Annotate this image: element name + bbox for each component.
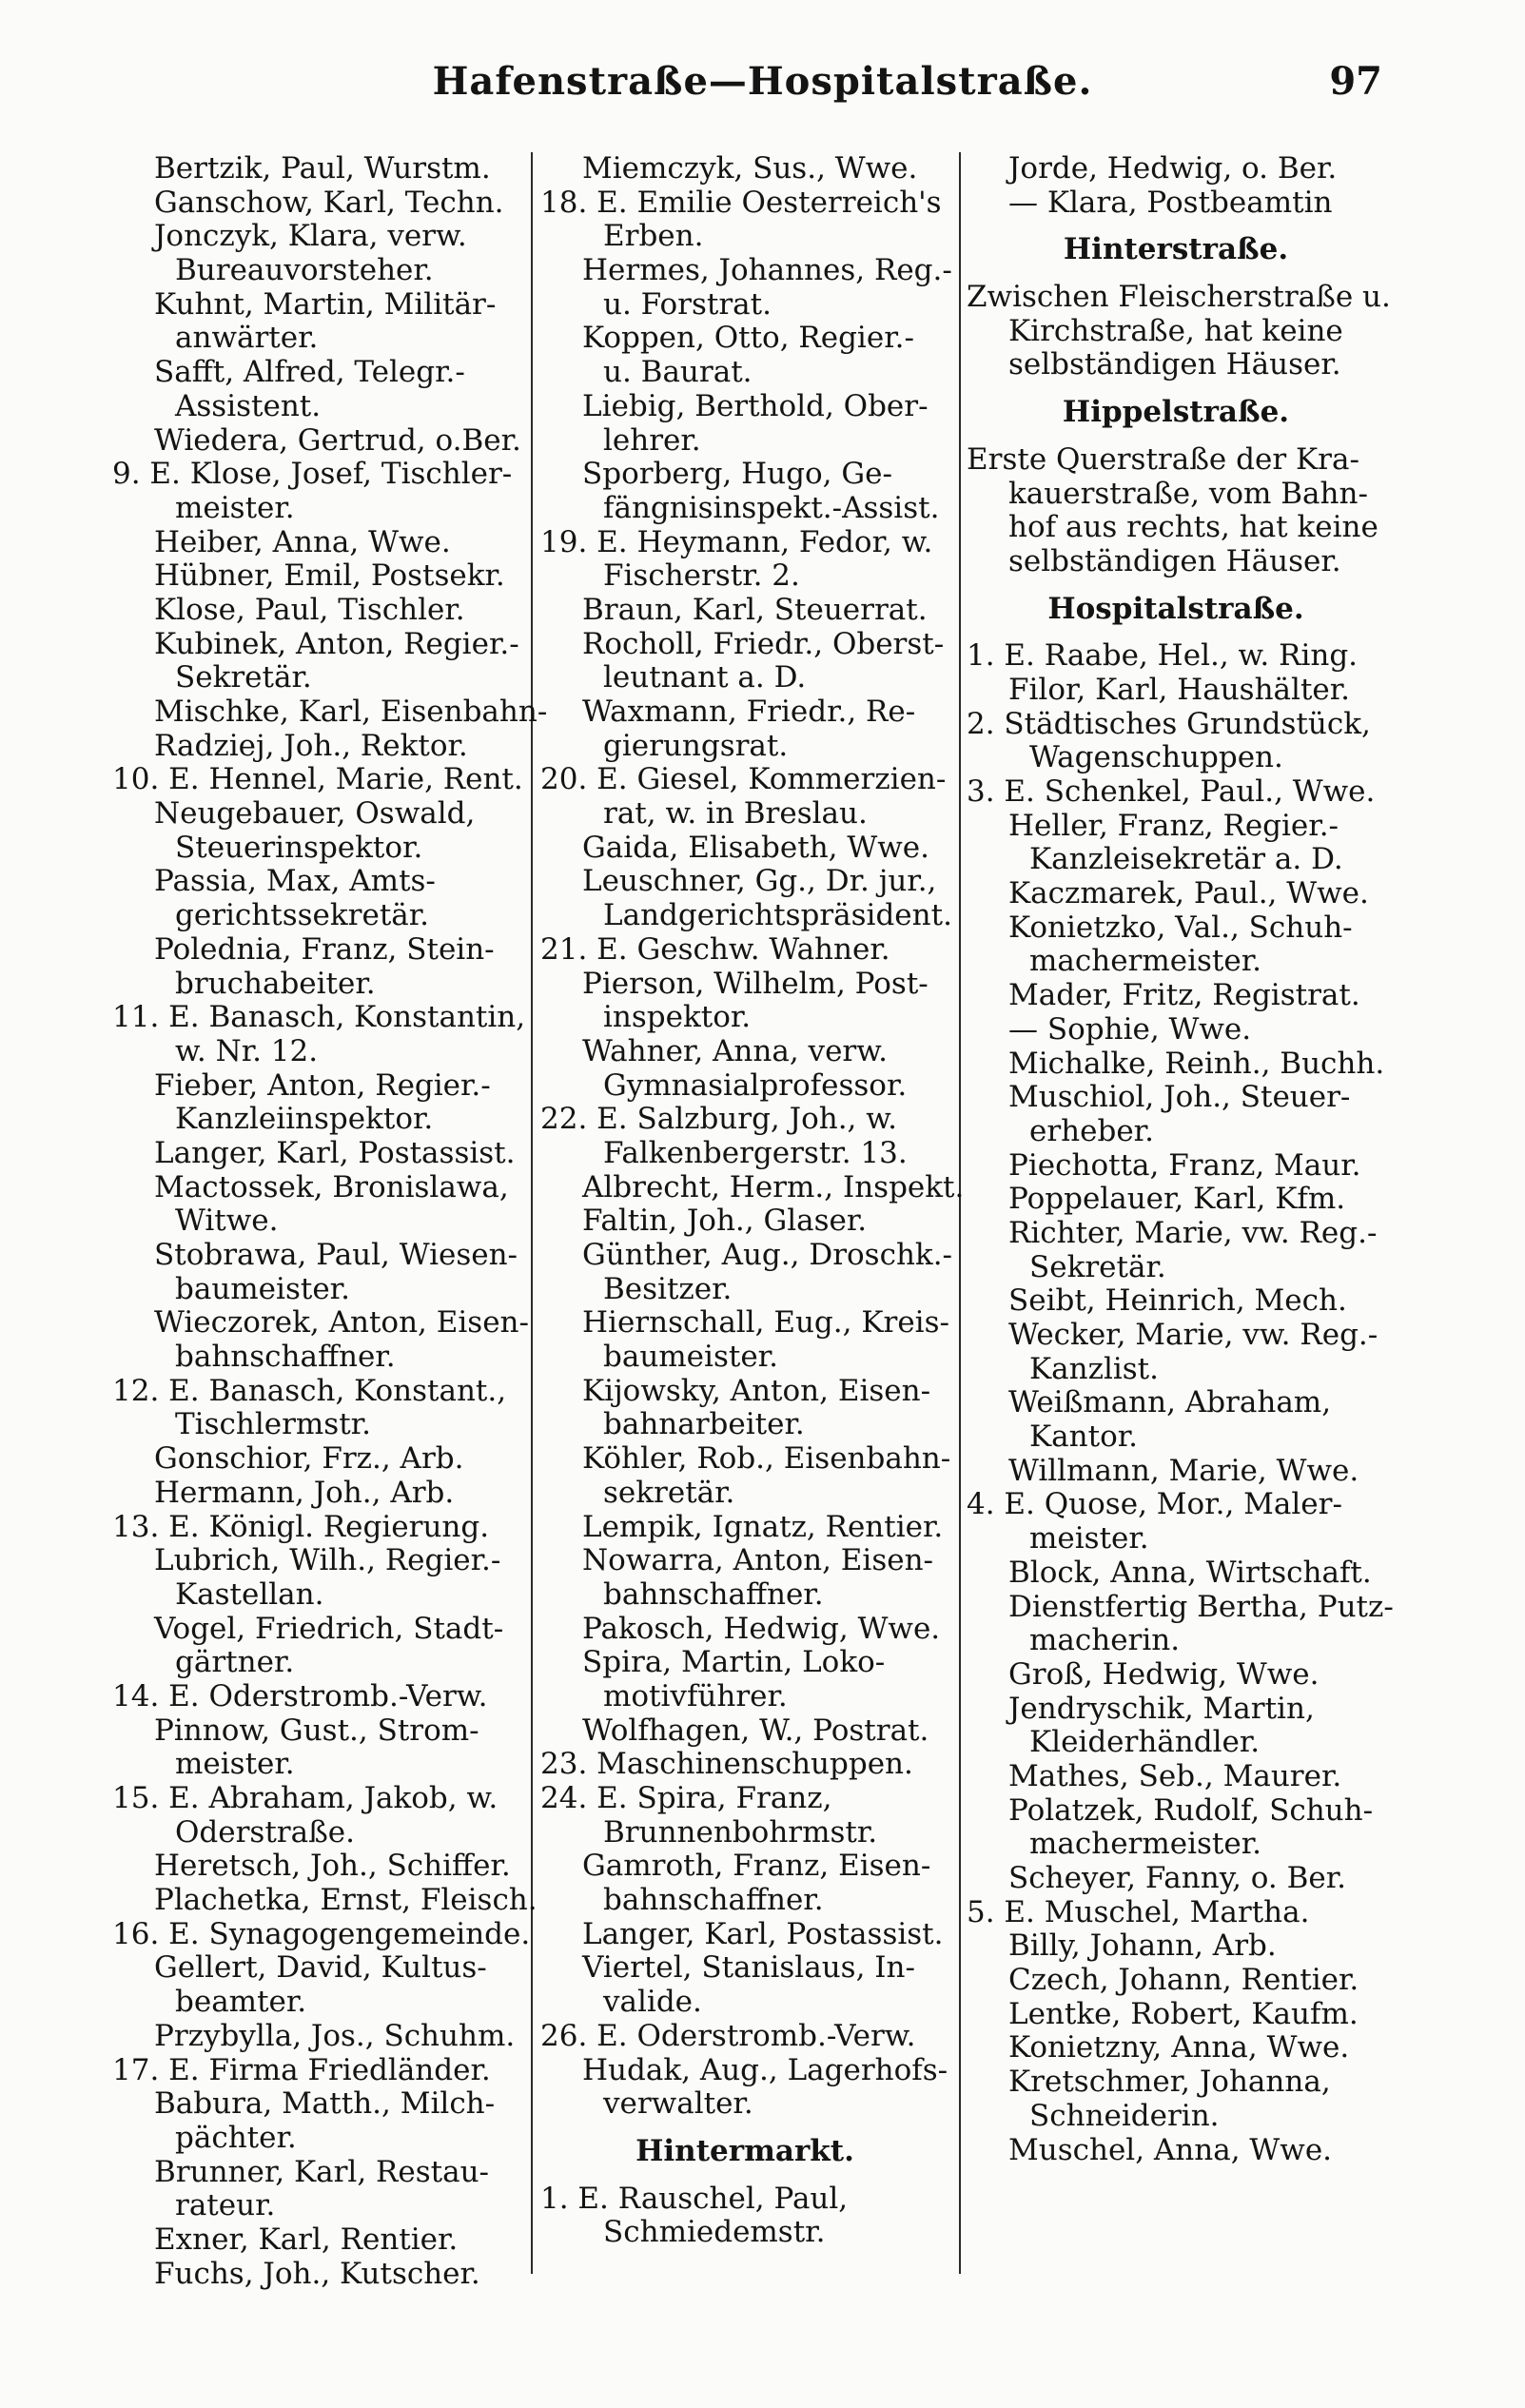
- directory-line: leutnant a. D.: [603, 660, 807, 695]
- directory-line: Klose, Paul, Tischler.: [154, 592, 465, 627]
- directory-line: gärtner.: [175, 1645, 295, 1680]
- directory-line: Miemczyk, Sus., Wwe.: [582, 151, 918, 186]
- directory-line: Lentke, Robert, Kaufm.: [1008, 1996, 1359, 2031]
- directory-column-2: [540, 151, 965, 2250]
- directory-line: Passia, Max, Amts-: [154, 864, 436, 899]
- directory-line: Kanzlist.: [1029, 1351, 1159, 1386]
- directory-line: baumeister.: [603, 1340, 778, 1375]
- directory-line: 5. E. Muschel, Martha.: [967, 1894, 1310, 1929]
- directory-line: Babura, Matth., Milch-: [154, 2086, 496, 2122]
- directory-line: Günther, Aug., Droschk.-: [582, 1238, 953, 1272]
- directory-line: Hermann, Joh., Arb.: [154, 1475, 455, 1510]
- directory-line: Mathes, Seb., Maurer.: [1008, 1758, 1342, 1793]
- directory-line: Exner, Karl, Rentier.: [154, 2222, 459, 2257]
- directory-line: Kanzleisekretär a. D.: [1029, 842, 1343, 877]
- directory-line: Tischlermstr.: [175, 1407, 371, 1442]
- directory-line: baumeister.: [175, 1271, 350, 1306]
- directory-line: bruchabeiter.: [175, 966, 376, 1001]
- directory-line: Kantor.: [1029, 1419, 1138, 1455]
- directory-line: Hiernschall, Eug., Kreis-: [582, 1305, 949, 1341]
- directory-line: inspektor.: [603, 1000, 752, 1035]
- directory-line: 11. E. Banasch, Konstantin,: [112, 1000, 526, 1035]
- directory-line: Schmiedemstr.: [603, 2215, 826, 2250]
- directory-line: Safft, Alfred, Telegr.-: [154, 355, 465, 390]
- directory-line: Fieber, Anton, Regier.-: [154, 1067, 491, 1103]
- directory-line: 19. E. Heymann, Fedor, w.: [540, 524, 933, 559]
- directory-line: Brunner, Karl, Restau-: [154, 2154, 490, 2189]
- directory-line: Weißmann, Abraham,: [1008, 1385, 1332, 1420]
- directory-line: Bertzik, Paul, Wurstm.: [154, 151, 491, 186]
- directory-line: Waxmann, Friedr., Re-: [582, 695, 916, 729]
- directory-line: Köhler, Rob., Eisenbahn-: [582, 1441, 951, 1477]
- directory-line: Plachetka, Ernst, Fleisch.: [154, 1883, 538, 1918]
- directory-line: 9. E. Klose, Josef, Tischler-: [112, 457, 513, 492]
- directory-line: Wieczorek, Anton, Eisen-: [154, 1305, 529, 1341]
- directory-line: 17. E. Firma Friedländer.: [112, 2052, 491, 2087]
- directory-line: Lempik, Ignatz, Rentier.: [582, 1509, 944, 1544]
- directory-line: Hermes, Johannes, Reg.-: [582, 253, 952, 288]
- directory-line: 16. E. Synagogengemeinde.: [112, 1916, 531, 1951]
- directory-line: rateur.: [175, 2188, 276, 2223]
- directory-line: bahnschaffner.: [175, 1340, 396, 1375]
- directory-line: 21. E. Geschw. Wahner.: [540, 931, 890, 967]
- directory-line: Polednia, Franz, Stein-: [154, 931, 495, 967]
- directory-line: Willmann, Marie, Wwe.: [1008, 1453, 1359, 1488]
- directory-line: Neugebauer, Oswald,: [154, 796, 476, 832]
- directory-line: Groß, Hedwig, Wwe.: [1008, 1656, 1320, 1692]
- directory-line: 13. E. Königl. Regierung.: [112, 1509, 490, 1544]
- directory-line: Block, Anna, Wirtschaft.: [1008, 1555, 1372, 1590]
- directory-line: Polatzek, Rudolf, Schuh-: [1008, 1792, 1374, 1828]
- directory-line: Kirchstraße, hat keine: [1008, 313, 1343, 348]
- directory-line: Scheyer, Fanny, o. Ber.: [1008, 1861, 1347, 1895]
- directory-line: valide.: [603, 1985, 702, 2020]
- directory-line: Poppelauer, Karl, Kfm.: [1008, 1182, 1346, 1217]
- directory-line: Muschiol, Joh., Steuer-: [1008, 1080, 1351, 1115]
- directory-line: Seibt, Heinrich, Mech.: [1008, 1283, 1347, 1319]
- directory-line: Gellert, David, Kultus-: [154, 1950, 487, 1986]
- directory-line: anwärter.: [175, 321, 319, 356]
- directory-line: 1. E. Raabe, Hel., w. Ring.: [967, 638, 1359, 674]
- directory-line: Kaczmarek, Paul., Wwe.: [1008, 876, 1369, 911]
- directory-line: Kubinek, Anton, Regier.-: [154, 626, 519, 661]
- directory-line: Liebig, Berthold, Ober-: [582, 388, 929, 423]
- directory-line: Mactossek, Bronislawa,: [154, 1169, 509, 1204]
- directory-line: Faltin, Joh., Glaser.: [582, 1204, 868, 1239]
- directory-line: 15. E. Abraham, Jakob, w.: [112, 1781, 499, 1815]
- directory-line: Richter, Marie, vw. Reg.-: [1008, 1215, 1378, 1250]
- directory-line: Kijowsky, Anton, Eisen-: [582, 1373, 931, 1408]
- directory-line: w. Nr. 12.: [175, 1033, 319, 1068]
- directory-line: selbständigen Häuser.: [1008, 347, 1341, 382]
- directory-line: Wecker, Marie, vw. Reg.-: [1008, 1318, 1378, 1352]
- directory-line: motivführer.: [603, 1678, 788, 1713]
- directory-line: selbständigen Häuser.: [1008, 543, 1341, 578]
- directory-line: Gymnasialprofessor.: [603, 1067, 908, 1103]
- directory-line: Spira, Martin, Loko-: [582, 1645, 886, 1680]
- directory-line: Kastellan.: [175, 1576, 324, 1612]
- directory-line: Bureauvorsteher.: [175, 253, 434, 288]
- directory-line: Przybylla, Jos., Schuhm.: [154, 2018, 516, 2053]
- directory-line: Landgerichtspräsident.: [603, 898, 952, 933]
- directory-line: Albrecht, Herm., Inspekt.: [582, 1169, 965, 1204]
- directory-line: bahnschaffner.: [603, 1883, 824, 1918]
- directory-line: Pinnow, Gust., Strom-: [154, 1713, 479, 1748]
- directory-line: beamter.: [175, 1985, 307, 2020]
- directory-line: 18. E. Emilie Oesterreich's: [540, 185, 942, 220]
- directory-line: machermeister.: [1029, 1827, 1262, 1862]
- directory-line: Mischke, Karl, Eisenbahn-: [154, 695, 548, 729]
- directory-line: Gaida, Elisabeth, Wwe.: [582, 830, 929, 865]
- street-heading: Hospitalstraße.: [1047, 591, 1304, 626]
- directory-line: bahnschaffner.: [603, 1576, 824, 1612]
- directory-line: Filor, Karl, Haushälter.: [1008, 672, 1351, 707]
- directory-line: Brunnenbohrmstr.: [603, 1814, 878, 1850]
- directory-line: Sporberg, Hugo, Ge-: [582, 457, 892, 492]
- directory-line: Erben.: [603, 219, 704, 254]
- directory-line: Jendryschik, Martin,: [1008, 1691, 1315, 1726]
- directory-line: Schneiderin.: [1029, 2098, 1220, 2133]
- directory-line: Jonczyk, Klara, verw.: [154, 219, 467, 254]
- directory-line: Braun, Karl, Steuerrat.: [582, 592, 928, 627]
- directory-line: Sekretär.: [1029, 1249, 1166, 1284]
- directory-line: macherin.: [1029, 1623, 1181, 1658]
- directory-line: meister.: [175, 490, 295, 525]
- directory-line: bahnarbeiter.: [603, 1407, 805, 1442]
- directory-line: Falkenbergerstr. 13.: [603, 1135, 908, 1170]
- directory-line: Wahner, Anna, verw.: [582, 1033, 888, 1068]
- directory-line: Nowarra, Anton, Eisen-: [582, 1543, 934, 1578]
- directory-line: Billy, Johann, Arb.: [1008, 1928, 1277, 1964]
- directory-line: Heller, Franz, Regier.-: [1008, 808, 1339, 843]
- directory-line: — Klara, Postbeamtin: [1008, 185, 1333, 220]
- street-heading: Hippelstraße.: [1062, 395, 1290, 430]
- directory-line: Zwischen Fleischerstraße u.: [967, 280, 1391, 315]
- directory-line: Lubrich, Wilh., Regier.-: [154, 1543, 501, 1578]
- directory-line: Fuchs, Joh., Kutscher.: [154, 2256, 480, 2291]
- directory-line: Radziej, Joh., Rektor.: [154, 728, 468, 763]
- directory-line: 2. Städtisches Grundstück,: [967, 706, 1371, 741]
- directory-line: Kleiderhändler.: [1029, 1725, 1261, 1760]
- directory-line: 23. Maschinenschuppen.: [540, 1747, 913, 1782]
- directory-line: Michalke, Reinh., Buchh.: [1008, 1046, 1385, 1081]
- directory-line: Oderstraße.: [175, 1814, 355, 1850]
- directory-line: 3. E. Schenkel, Paul., Wwe.: [967, 774, 1376, 809]
- directory-line: gerichtssekretär.: [175, 898, 430, 933]
- directory-line: Hübner, Emil, Postsekr.: [154, 558, 505, 594]
- directory-line: Witwe.: [175, 1204, 279, 1239]
- directory-line: Kuhnt, Martin, Militär-: [154, 286, 497, 322]
- directory-line: Kanzleiinspektor.: [175, 1102, 434, 1137]
- directory-line: Piechotta, Franz, Maur.: [1008, 1147, 1361, 1183]
- directory-line: Wolfhagen, W., Postrat.: [582, 1713, 929, 1748]
- directory-line: meister.: [175, 1747, 295, 1782]
- directory-line: Pakosch, Hedwig, Wwe.: [582, 1611, 941, 1646]
- directory-line: Mader, Fritz, Registrat.: [1008, 978, 1360, 1013]
- directory-line: u. Baurat.: [603, 355, 753, 390]
- column-divider: [531, 152, 533, 2274]
- directory-line: Leuschner, Gg., Dr. jur.,: [582, 864, 937, 899]
- directory-line: sekretär.: [603, 1475, 735, 1510]
- directory-line: 24. E. Spira, Franz,: [540, 1781, 832, 1815]
- page-number: 97: [1329, 59, 1382, 104]
- directory-line: Rocholl, Friedr., Oberst-: [582, 626, 945, 661]
- directory-line: 20. E. Giesel, Kommerzien-: [540, 762, 947, 797]
- directory-line: Besitzer.: [603, 1271, 733, 1306]
- directory-line: machermeister.: [1029, 944, 1262, 979]
- directory-line: Koppen, Otto, Regier.-: [582, 321, 914, 356]
- street-heading: Hinterstraße.: [1063, 232, 1289, 267]
- directory-line: Steuerinspektor.: [175, 830, 423, 865]
- directory-line: Gamroth, Franz, Eisen-: [582, 1849, 931, 1884]
- directory-line: Konietzko, Val., Schuh-: [1008, 910, 1353, 945]
- directory-line: 1. E. Rauschel, Paul,: [540, 2181, 849, 2216]
- directory-line: Wagenschuppen.: [1029, 740, 1283, 775]
- directory-line: pächter.: [175, 2120, 297, 2155]
- directory-line: Langer, Karl, Postassist.: [154, 1135, 516, 1170]
- directory-line: Sekretär.: [175, 660, 312, 695]
- directory-line: 14. E. Oderstromb.-Verw.: [112, 1678, 488, 1713]
- directory-line: kauerstraße, vom Bahn-: [1008, 476, 1368, 511]
- directory-line: Assistent.: [175, 388, 322, 423]
- directory-line: 12. E. Banasch, Konstant.,: [112, 1373, 507, 1408]
- directory-line: 22. E. Salzburg, Joh., w.: [540, 1102, 897, 1137]
- directory-line: lehrer.: [603, 422, 701, 458]
- directory-line: Hudak, Aug., Lagerhofs-: [582, 2052, 948, 2087]
- column-divider: [959, 152, 961, 2274]
- directory-line: Wiedera, Gertrud, o.Ber.: [154, 422, 521, 458]
- directory-line: Pierson, Wilhelm, Post-: [582, 966, 929, 1001]
- directory-line: Czech, Johann, Rentier.: [1008, 1963, 1359, 1998]
- street-heading: Hintermarkt.: [635, 2133, 854, 2168]
- directory-line: 26. E. Oderstromb.-Verw.: [540, 2018, 916, 2053]
- directory-line: Erste Querstraße der Kra-: [967, 441, 1359, 477]
- page-title: Hafenstraße—Hospitalstraße.: [432, 59, 1093, 104]
- directory-line: Langer, Karl, Postassist.: [582, 1916, 944, 1951]
- directory-line: Gonschior, Frz., Arb.: [154, 1441, 464, 1477]
- directory-line: Ganschow, Karl, Techn.: [154, 185, 504, 220]
- directory-line: rat, w. in Breslau.: [603, 796, 868, 832]
- directory-line: Vogel, Friedrich, Stadt-: [154, 1611, 504, 1646]
- directory-line: gierungsrat.: [603, 728, 789, 763]
- directory-line: Kretschmer, Johanna,: [1008, 2065, 1331, 2100]
- directory-line: 10. E. Hennel, Marie, Rent.: [112, 762, 523, 797]
- directory-line: 4. E. Quose, Mor., Maler-: [967, 1487, 1342, 1522]
- directory-line: erheber.: [1029, 1113, 1154, 1148]
- directory-line: hof aus rechts, hat keine: [1008, 510, 1378, 545]
- directory-line: Heretsch, Joh., Schiffer.: [154, 1849, 511, 1884]
- directory-column-3: [967, 151, 1394, 2167]
- directory-line: fängnisinspekt.-Assist.: [603, 490, 940, 525]
- directory-line: Heiber, Anna, Wwe.: [154, 524, 451, 559]
- directory-line: verwalter.: [603, 2086, 753, 2122]
- directory-line: — Sophie, Wwe.: [1008, 1011, 1252, 1047]
- directory-line: Konietzny, Anna, Wwe.: [1008, 2030, 1350, 2065]
- directory-line: Muschel, Anna, Wwe.: [1008, 2132, 1333, 2167]
- directory-column-1: [112, 151, 548, 2291]
- directory-line: Stobrawa, Paul, Wiesen-: [154, 1238, 518, 1272]
- directory-line: meister.: [1029, 1521, 1149, 1556]
- directory-line: u. Forstrat.: [603, 286, 772, 322]
- directory-line: Jorde, Hedwig, o. Ber.: [1008, 151, 1338, 186]
- directory-line: Dienstfertig Bertha, Putz-: [1008, 1589, 1394, 1624]
- directory-line: Fischerstr. 2.: [603, 558, 800, 594]
- directory-line: Viertel, Stanislaus, In-: [582, 1950, 915, 1986]
- page-header: [0, 59, 1525, 116]
